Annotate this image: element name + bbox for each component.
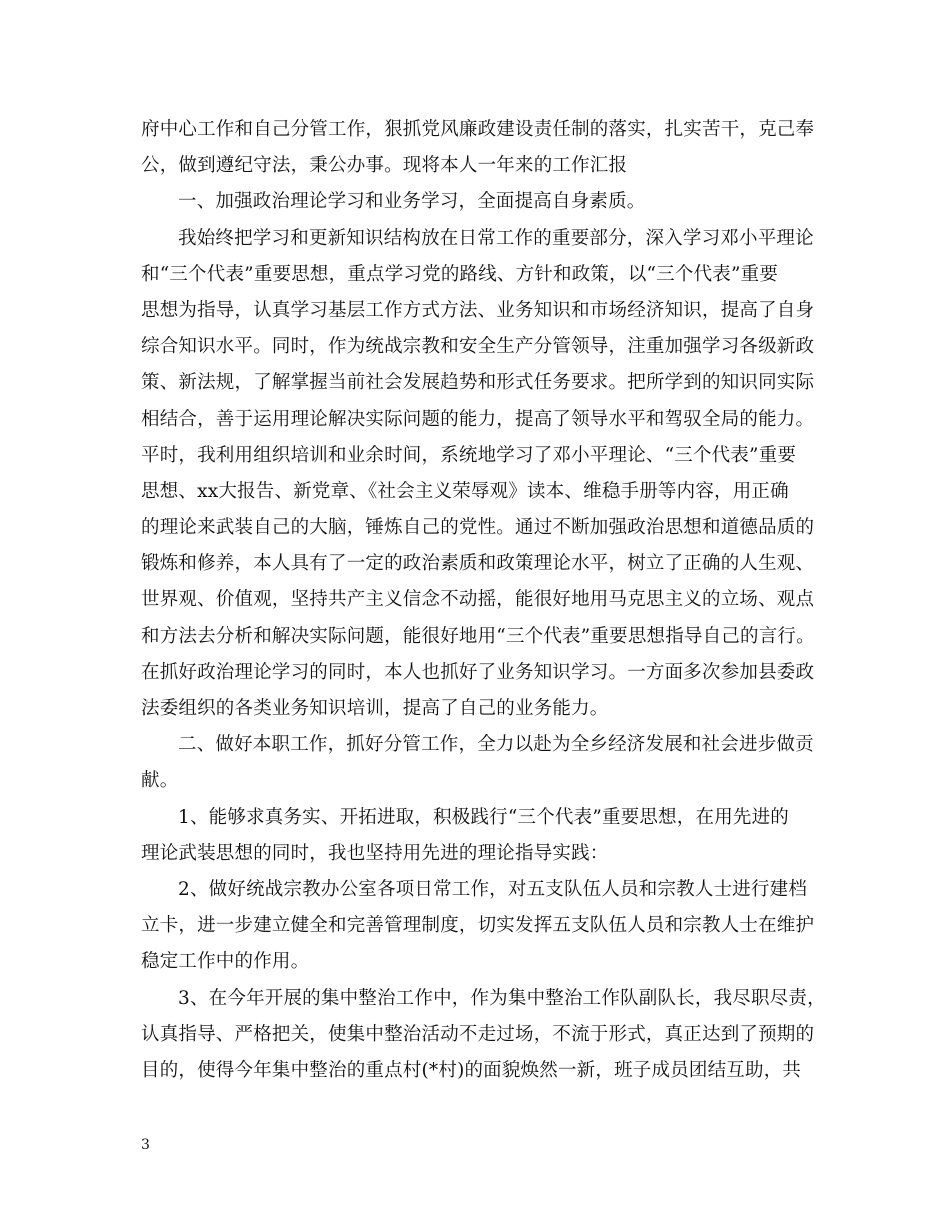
text-line: 公，做到遵纪守法，秉公办事。现将本人一年来的工作汇报 bbox=[141, 155, 628, 177]
text-line: 2、做好统战宗教办公室各项日常工作，对五支队伍人员和宗教人士进行建档 bbox=[178, 878, 808, 900]
text-line: 目的，使得今年集中整治的重点村(*村)的面貌焕然一新，班子成员团结互助，共 bbox=[141, 1059, 802, 1081]
text-line: 平时，我利用组织培训和业余时间，系统地学习了邓小平理论、“三个代表”重要 bbox=[141, 444, 797, 466]
text-line: 理论武装思想的同时，我也坚持用先进的理论指导实践： bbox=[141, 842, 609, 864]
document-body bbox=[141, 112, 826, 1089]
text-line: 的理论来武装自己的大脑，锤炼自己的党性。通过不断加强政治思想和道德品质的 bbox=[141, 517, 815, 539]
text-line: 思想为指导，认真学习基层工作方式方法、业务知识和市场经济知识，提高了自身 bbox=[141, 299, 815, 321]
text-line: 我始终把学习和更新知识结构放在日常工作的重要部分，深入学习邓小平理论 bbox=[178, 227, 814, 249]
text-line: 1、能够求真务实、开拓进取，积极践行“三个代表”重要思想，在用先进的 bbox=[178, 806, 789, 828]
text-line: 立卡，进一步建立健全和完善管理制度，切实发挥五支队伍人员和宗教人士在维护 bbox=[141, 915, 815, 937]
text-line: 和方法去分析和解决实际问题，能很好地用“三个代表”重要思想指导自己的言行。 bbox=[141, 625, 815, 647]
text-line: 府中心工作和自己分管工作，狠抓党风廉政建设责任制的落实，扎实苦干，克己奉 bbox=[141, 119, 815, 140]
text-line: 一、加强政治理论学习和业务学习，全面提高自身素质。 bbox=[178, 191, 646, 213]
text-line: 认真指导、严格把关，使集中整治活动不走过场，不流于形式，真正达到了预期的 bbox=[141, 1023, 815, 1045]
text-line: 献。 bbox=[141, 770, 179, 792]
page-number: 3 bbox=[141, 1137, 150, 1153]
text-line: 法委组织的各类业务知识培训，提高了自己的业务能力。 bbox=[141, 698, 609, 719]
text-line: 和“三个代表”重要思想，重点学习党的路线、方针和政策，以“三个代表”重要 bbox=[141, 263, 779, 285]
text-line: 世界观、价值观，坚持共产主义信念不动摇，能很好地用马克思主义的立场、观点 bbox=[141, 589, 815, 611]
text-line: 稳定工作中的作用。 bbox=[141, 951, 310, 973]
text-line: 锻炼和修养，本人具有了一定的政治素质和政策理论水平，树立了正确的人生观、 bbox=[141, 553, 815, 575]
text-line: 二、做好本职工作，抓好分管工作，全力以赴为全乡经济发展和社会进步做贡 bbox=[178, 734, 814, 756]
text-line: 3、在今年开展的集中整治工作中，作为集中整治工作队副队长，我尽职尽责， bbox=[178, 987, 826, 1009]
text-line: 在抓好政治理论学习的同时，本人也抓好了业务知识学习。一方面多次参加县委政 bbox=[141, 661, 815, 683]
text-line: 思想、xx大报告、新党章、《社会主义荣辱观》读本、维稳手册等内容，用正确 bbox=[141, 480, 789, 502]
text-line: 综合知识水平。同时，作为统战宗教和安全生产分管领导，注重加强学习各级新政 bbox=[141, 336, 815, 358]
text-line: 相结合，善于运用理论解决实际问题的能力，提高了领导水平和驾驭全局的能力。 bbox=[141, 408, 815, 430]
text-line: 策、新法规，了解掌握当前社会发展趋势和形式任务要求。把所学到的知识同实际 bbox=[141, 372, 815, 394]
